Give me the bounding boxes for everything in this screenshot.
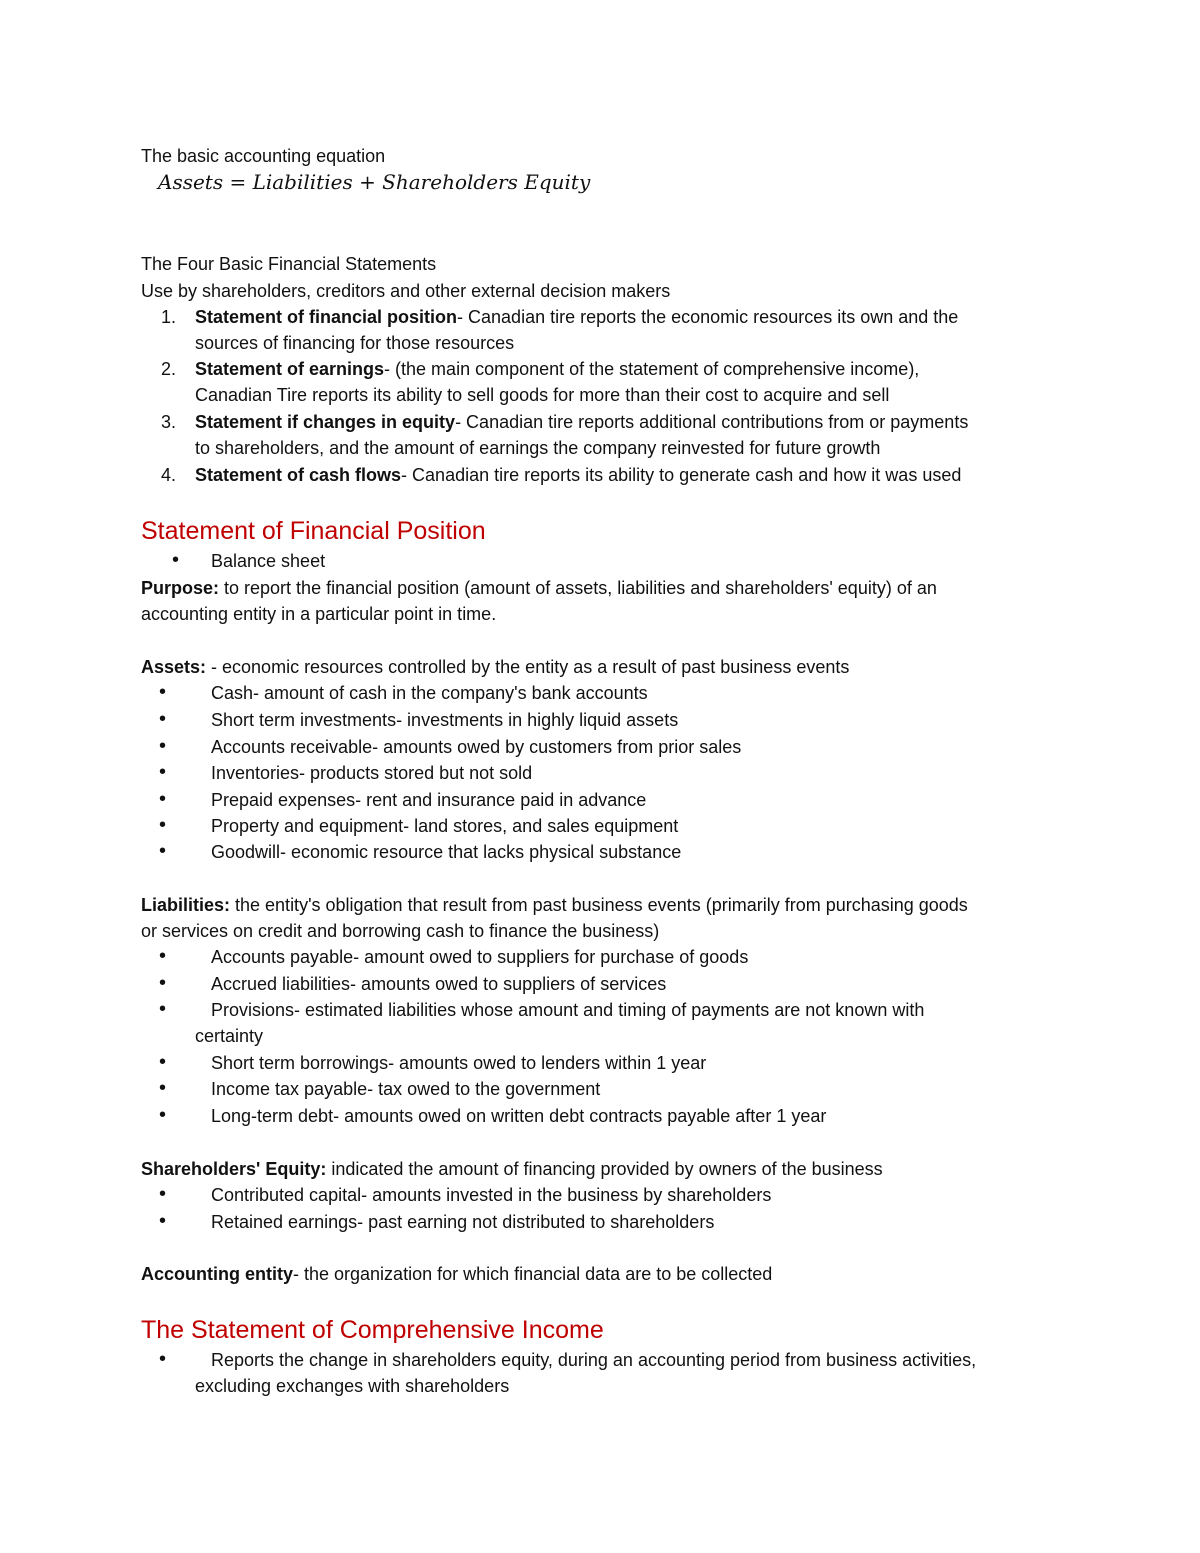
equity-text: indicated the amount of financing provided by owners of the business	[326, 1159, 883, 1179]
list-item	[195, 357, 919, 381]
list-number: 4.	[160, 465, 176, 485]
assets-item: Cash- amount of cash in the company's bank accounts	[211, 683, 648, 703]
statement-text: - Canadian tire reports additional contributions from or payments	[455, 412, 969, 432]
bullet-icon: •	[159, 1348, 167, 1370]
equity-label: Shareholders' Equity:	[141, 1159, 327, 1179]
liabilities-item: Long-term debt- amounts owed on written debt contracts payable after 1 year	[211, 1106, 827, 1126]
bullet-icon: •	[172, 549, 180, 571]
bullet-icon: •	[159, 1183, 167, 1205]
assets-item: Goodwill- economic resource that lacks physical substance	[211, 842, 682, 862]
list-item	[195, 463, 961, 487]
bullet-icon: •	[159, 1210, 167, 1232]
assets-text: - economic resources controlled by the entity as a result of past business events	[206, 657, 850, 677]
assets-item: Prepaid expenses- rent and insurance paid in advance	[211, 790, 647, 810]
list-item	[195, 305, 958, 329]
statement-term: Statement of earnings	[195, 359, 385, 379]
bullet-icon: •	[159, 681, 167, 703]
liabilities-text: the entity's obligation that result from past business events (primarily from purchasing goods	[230, 895, 968, 915]
purpose-text-continued: accounting entity in a particular point in time.	[141, 604, 497, 624]
bullet-icon: •	[159, 708, 167, 730]
equity-paragraph	[141, 1157, 883, 1181]
liabilities-item: Income tax payable- tax owed to the government	[211, 1079, 601, 1099]
statement-text: - (the main component of the statement of comprehensive income),	[384, 359, 920, 379]
equity-item: Retained earnings- past earning not distributed to shareholders	[211, 1212, 715, 1232]
section-heading-comprehensive-income: The Statement of Comprehensive Income	[141, 1316, 604, 1344]
liabilities-item: Accounts payable- amount owed to suppliers for purchase of goods	[211, 947, 749, 967]
assets-item: Short term investments- investments in highly liquid assets	[211, 710, 679, 730]
equity-item: Contributed capital- amounts invested in the business by shareholders	[211, 1185, 772, 1205]
bullet-icon: •	[159, 945, 167, 967]
assets-paragraph	[141, 655, 849, 679]
statement-text-continued: to shareholders, and the amount of earnings the company reinvested for future growth	[195, 438, 881, 458]
bullet-icon: •	[159, 840, 167, 862]
liabilities-paragraph	[141, 893, 968, 917]
list-number: 1.	[160, 307, 176, 327]
liabilities-item-continued: certainty	[195, 1026, 264, 1046]
liabilities-item: Short term borrowings- amounts owed to lenders within 1 year	[211, 1053, 707, 1073]
statement-text-continued: Canadian Tire reports its ability to sell goods for more than their cost to acquire and sell	[195, 385, 890, 405]
statement-term: Statement if changes in equity	[195, 412, 456, 432]
bullet-icon: •	[159, 998, 167, 1020]
purpose-text: to report the financial position (amount of assets, liabilities and shareholders' equity) of an	[219, 578, 937, 598]
list-item	[195, 410, 968, 434]
bullet-icon: •	[159, 1104, 167, 1126]
statement-term: Statement of financial position	[195, 307, 458, 327]
statement-text-continued: sources of financing for those resources	[195, 333, 515, 353]
entity-text: - the organization for which financial data are to be collected	[293, 1264, 773, 1284]
bullet-icon: •	[159, 761, 167, 783]
sci-bullet-text: Reports the change in shareholders equity, during an accounting period from business activities,	[211, 1350, 977, 1370]
liabilities-item: Accrued liabilities- amounts owed to suppliers of services	[211, 974, 667, 994]
statement-text: - Canadian tire reports its ability to generate cash and how it was used	[401, 465, 962, 485]
bullet-icon: •	[159, 1077, 167, 1099]
liabilities-text-continued: or services on credit and borrowing cash to finance the business)	[141, 921, 660, 941]
assets-label: Assets:	[141, 657, 207, 677]
bullet-text: Balance sheet	[211, 551, 326, 571]
equation-title: The basic accounting equation	[141, 146, 386, 166]
statement-text: - Canadian tire reports the economic resources its own and the	[457, 307, 959, 327]
section-heading-financial-position: Statement of Financial Position	[141, 517, 486, 545]
assets-item: Inventories- products stored but not sold	[211, 763, 533, 783]
purpose-paragraph	[141, 576, 937, 600]
statement-term: Statement of cash flows	[195, 465, 402, 485]
list-number: 3.	[160, 412, 176, 432]
bullet-icon: •	[159, 788, 167, 810]
purpose-label: Purpose:	[141, 578, 220, 598]
statements-title: The Four Basic Financial Statements	[141, 254, 437, 274]
entity-label: Accounting entity	[141, 1264, 293, 1284]
bullet-icon: •	[159, 972, 167, 994]
accounting-equation: Assets = Liabilities + Shareholders Equity	[158, 170, 591, 194]
sci-bullet-text-continued: excluding exchanges with shareholders	[195, 1376, 510, 1396]
liabilities-label: Liabilities:	[141, 895, 231, 915]
liabilities-item: Provisions- estimated liabilities whose amount and timing of payments are not known with	[211, 1000, 925, 1020]
entity-paragraph	[141, 1262, 772, 1286]
statements-subtitle: Use by shareholders, creditors and other external decision makers	[141, 281, 671, 301]
bullet-icon: •	[159, 735, 167, 757]
assets-item: Property and equipment- land stores, and sales equipment	[211, 816, 679, 836]
list-number: 2.	[160, 359, 176, 379]
assets-item: Accounts receivable- amounts owed by customers from prior sales	[211, 737, 742, 757]
bullet-icon: •	[159, 814, 167, 836]
bullet-icon: •	[159, 1051, 167, 1073]
